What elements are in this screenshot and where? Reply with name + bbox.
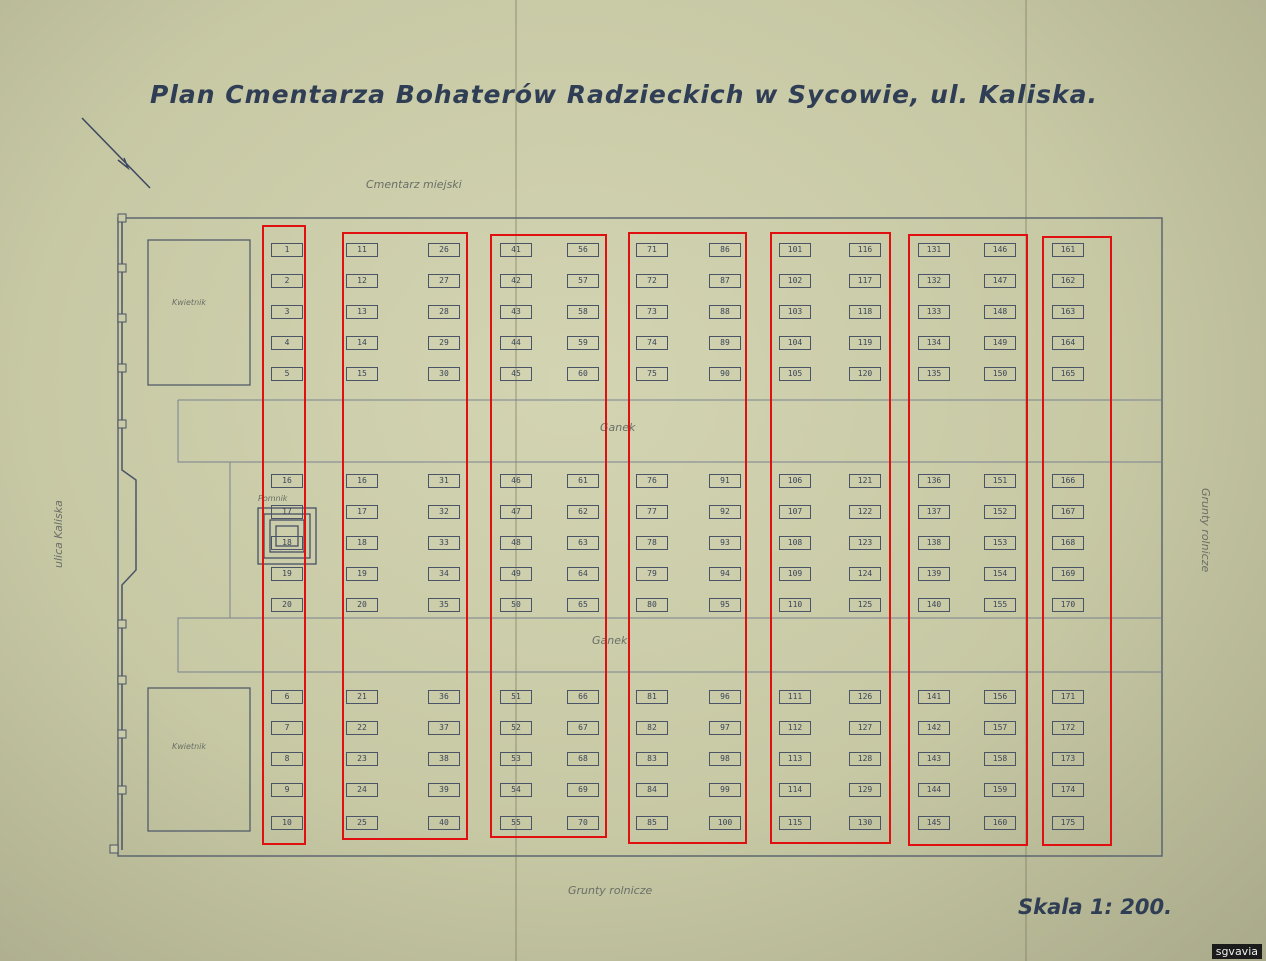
- grave-marker: 73: [636, 305, 668, 319]
- grave-marker: 25: [346, 816, 378, 830]
- grave-marker: 20: [346, 598, 378, 612]
- grave-marker: 51: [500, 690, 532, 704]
- grave-marker: 123: [849, 536, 881, 550]
- grave-marker: 173: [1052, 752, 1084, 766]
- grave-marker: 96: [709, 690, 741, 704]
- grave-marker: 61: [567, 474, 599, 488]
- grave-marker: 50: [500, 598, 532, 612]
- grave-marker: 67: [567, 721, 599, 735]
- grave-marker: 22: [346, 721, 378, 735]
- label-flower-bed-top: Kwietnik: [172, 298, 206, 307]
- grave-marker: 66: [567, 690, 599, 704]
- grave-marker: 46: [500, 474, 532, 488]
- grave-marker: 100: [709, 816, 741, 830]
- grave-marker: 104: [779, 336, 811, 350]
- grave-marker: 58: [567, 305, 599, 319]
- grave-marker: 21: [346, 690, 378, 704]
- grave-marker: 87: [709, 274, 741, 288]
- grave-marker: 4: [271, 336, 303, 350]
- grave-marker: 37: [428, 721, 460, 735]
- grave-marker: 1: [271, 243, 303, 257]
- red-highlight-box: [628, 232, 747, 844]
- grave-marker: 65: [567, 598, 599, 612]
- red-highlight-box: [262, 225, 306, 845]
- grave-marker: 93: [709, 536, 741, 550]
- grave-marker: 122: [849, 505, 881, 519]
- grave-marker: 82: [636, 721, 668, 735]
- grave-marker: 52: [500, 721, 532, 735]
- label-path-2: Ganek: [592, 634, 628, 647]
- grave-marker: 48: [500, 536, 532, 550]
- grave-marker: 175: [1052, 816, 1084, 830]
- grave-marker: 129: [849, 783, 881, 797]
- grave-marker: 98: [709, 752, 741, 766]
- grave-marker: 113: [779, 752, 811, 766]
- grave-marker: 10: [271, 816, 303, 830]
- grave-marker: 125: [849, 598, 881, 612]
- grave-marker: 149: [984, 336, 1016, 350]
- grave-marker: 16: [271, 474, 303, 488]
- grave-marker: 160: [984, 816, 1016, 830]
- grave-marker: 42: [500, 274, 532, 288]
- grave-marker: 17: [346, 505, 378, 519]
- grave-marker: 12: [346, 274, 378, 288]
- grave-marker: 44: [500, 336, 532, 350]
- grave-marker: 69: [567, 783, 599, 797]
- grave-marker: 30: [428, 367, 460, 381]
- grave-marker: 36: [428, 690, 460, 704]
- grave-marker: 35: [428, 598, 460, 612]
- grave-marker: 68: [567, 752, 599, 766]
- grave-marker: 137: [918, 505, 950, 519]
- grave-marker: 28: [428, 305, 460, 319]
- grave-marker: 106: [779, 474, 811, 488]
- grave-marker: 132: [918, 274, 950, 288]
- grave-marker: 135: [918, 367, 950, 381]
- grave-marker: 169: [1052, 567, 1084, 581]
- grave-marker: 163: [1052, 305, 1084, 319]
- grave-marker: 18: [271, 536, 303, 550]
- grave-marker: 76: [636, 474, 668, 488]
- grave-marker: 146: [984, 243, 1016, 257]
- grave-marker: 111: [779, 690, 811, 704]
- grave-marker: 147: [984, 274, 1016, 288]
- grave-marker: 14: [346, 336, 378, 350]
- grave-marker: 45: [500, 367, 532, 381]
- grave-marker: 103: [779, 305, 811, 319]
- grave-marker: 141: [918, 690, 950, 704]
- grave-marker: 86: [709, 243, 741, 257]
- grave-marker: 161: [1052, 243, 1084, 257]
- grave-marker: 84: [636, 783, 668, 797]
- grave-marker: 159: [984, 783, 1016, 797]
- grave-marker: 127: [849, 721, 881, 735]
- grave-marker: 8: [271, 752, 303, 766]
- grave-marker: 166: [1052, 474, 1084, 488]
- scale-label: Skala 1: 200.: [1018, 895, 1173, 919]
- grave-marker: 31: [428, 474, 460, 488]
- grave-marker: 95: [709, 598, 741, 612]
- grave-marker: 142: [918, 721, 950, 735]
- grave-marker: 33: [428, 536, 460, 550]
- grave-marker: 92: [709, 505, 741, 519]
- grave-marker: 107: [779, 505, 811, 519]
- grave-marker: 39: [428, 783, 460, 797]
- grave-marker: 130: [849, 816, 881, 830]
- grave-marker: 19: [271, 567, 303, 581]
- grave-marker: 16: [346, 474, 378, 488]
- grave-marker: 150: [984, 367, 1016, 381]
- grave-marker: 19: [346, 567, 378, 581]
- red-highlight-box: [490, 234, 607, 838]
- grave-marker: 70: [567, 816, 599, 830]
- grave-marker: 117: [849, 274, 881, 288]
- red-highlight-box: [770, 232, 891, 844]
- grave-marker: 151: [984, 474, 1016, 488]
- label-monument: Pomnik: [258, 494, 288, 503]
- grave-marker: 20: [271, 598, 303, 612]
- grave-marker: 81: [636, 690, 668, 704]
- grave-marker: 89: [709, 336, 741, 350]
- grave-marker: 153: [984, 536, 1016, 550]
- grave-marker: 158: [984, 752, 1016, 766]
- grave-marker: 143: [918, 752, 950, 766]
- grave-marker: 118: [849, 305, 881, 319]
- grave-marker: 43: [500, 305, 532, 319]
- grave-marker: 105: [779, 367, 811, 381]
- grave-marker: 148: [984, 305, 1016, 319]
- flower-bed-top: [148, 240, 250, 385]
- grave-marker: 32: [428, 505, 460, 519]
- grave-marker: 34: [428, 567, 460, 581]
- grave-marker: 134: [918, 336, 950, 350]
- grave-marker: 154: [984, 567, 1016, 581]
- grave-marker: 138: [918, 536, 950, 550]
- grave-marker: 165: [1052, 367, 1084, 381]
- grave-marker: 145: [918, 816, 950, 830]
- grave-marker: 94: [709, 567, 741, 581]
- grave-marker: 102: [779, 274, 811, 288]
- grave-marker: 17: [271, 505, 303, 519]
- grave-marker: 97: [709, 721, 741, 735]
- grave-marker: 9: [271, 783, 303, 797]
- grave-marker: 99: [709, 783, 741, 797]
- label-cemetery-top: Cmentarz miejski: [366, 178, 462, 191]
- grave-marker: 101: [779, 243, 811, 257]
- grave-marker: 172: [1052, 721, 1084, 735]
- grave-marker: 5: [271, 367, 303, 381]
- map-title: Plan Cmentarza Bohaterów Radzieckich w Sycowie, ul. Kaliska.: [150, 80, 1098, 109]
- grave-marker: 139: [918, 567, 950, 581]
- flower-bed-bottom: [148, 688, 250, 831]
- grave-marker: 26: [428, 243, 460, 257]
- grave-marker: 112: [779, 721, 811, 735]
- grave-marker: 171: [1052, 690, 1084, 704]
- grave-marker: 2: [271, 274, 303, 288]
- grave-marker: 83: [636, 752, 668, 766]
- grave-marker: 41: [500, 243, 532, 257]
- grave-marker: 71: [636, 243, 668, 257]
- grave-marker: 53: [500, 752, 532, 766]
- grave-marker: 109: [779, 567, 811, 581]
- grave-marker: 119: [849, 336, 881, 350]
- red-highlight-box: [1042, 236, 1112, 846]
- grave-marker: 54: [500, 783, 532, 797]
- grave-marker: 60: [567, 367, 599, 381]
- grave-marker: 156: [984, 690, 1016, 704]
- grave-marker: 140: [918, 598, 950, 612]
- grave-marker: 144: [918, 783, 950, 797]
- grave-marker: 88: [709, 305, 741, 319]
- grave-marker: 128: [849, 752, 881, 766]
- grave-marker: 3: [271, 305, 303, 319]
- grave-marker: 77: [636, 505, 668, 519]
- grave-marker: 78: [636, 536, 668, 550]
- grave-marker: 59: [567, 336, 599, 350]
- grave-marker: 110: [779, 598, 811, 612]
- grave-marker: 80: [636, 598, 668, 612]
- grave-marker: 29: [428, 336, 460, 350]
- label-street-left: ulica Kaliska: [52, 500, 65, 568]
- grave-marker: 18: [346, 536, 378, 550]
- grave-marker: 11: [346, 243, 378, 257]
- grave-marker: 15: [346, 367, 378, 381]
- grave-marker: 131: [918, 243, 950, 257]
- grave-marker: 47: [500, 505, 532, 519]
- grave-marker: 72: [636, 274, 668, 288]
- watermark: sgvavia: [1212, 944, 1262, 959]
- label-path-1: Ganek: [600, 421, 636, 434]
- grave-marker: 108: [779, 536, 811, 550]
- grave-marker: 115: [779, 816, 811, 830]
- grave-marker: 55: [500, 816, 532, 830]
- grave-marker: 49: [500, 567, 532, 581]
- grave-marker: 136: [918, 474, 950, 488]
- grave-marker: 40: [428, 816, 460, 830]
- red-highlight-box: [908, 234, 1028, 846]
- grave-marker: 23: [346, 752, 378, 766]
- grave-marker: 116: [849, 243, 881, 257]
- grave-marker: 168: [1052, 536, 1084, 550]
- grave-marker: 7: [271, 721, 303, 735]
- grave-marker: 91: [709, 474, 741, 488]
- grave-marker: 170: [1052, 598, 1084, 612]
- red-highlight-box: [342, 232, 468, 840]
- grave-marker: 164: [1052, 336, 1084, 350]
- grave-marker: 27: [428, 274, 460, 288]
- grave-marker: 167: [1052, 505, 1084, 519]
- grave-marker: 38: [428, 752, 460, 766]
- grave-marker: 90: [709, 367, 741, 381]
- grave-marker: 63: [567, 536, 599, 550]
- grave-marker: 24: [346, 783, 378, 797]
- grave-marker: 155: [984, 598, 1016, 612]
- grave-marker: 152: [984, 505, 1016, 519]
- grave-marker: 74: [636, 336, 668, 350]
- grave-marker: 56: [567, 243, 599, 257]
- grave-marker: 121: [849, 474, 881, 488]
- grave-marker: 157: [984, 721, 1016, 735]
- label-flower-bed-bottom: Kwietnik: [172, 742, 206, 751]
- label-bottom-side: Grunty rolnicze: [568, 884, 653, 897]
- grave-marker: 162: [1052, 274, 1084, 288]
- label-right-side: Grunty rolnicze: [1199, 488, 1212, 573]
- north-arrow-icon: [82, 118, 150, 188]
- grave-marker: 120: [849, 367, 881, 381]
- grave-marker: 64: [567, 567, 599, 581]
- grave-marker: 85: [636, 816, 668, 830]
- grave-marker: 114: [779, 783, 811, 797]
- grave-marker: 124: [849, 567, 881, 581]
- grave-marker: 6: [271, 690, 303, 704]
- grave-marker: 13: [346, 305, 378, 319]
- grave-marker: 133: [918, 305, 950, 319]
- grave-marker: 79: [636, 567, 668, 581]
- grave-marker: 126: [849, 690, 881, 704]
- grave-marker: 57: [567, 274, 599, 288]
- grave-marker: 62: [567, 505, 599, 519]
- grave-marker: 75: [636, 367, 668, 381]
- grave-marker: 174: [1052, 783, 1084, 797]
